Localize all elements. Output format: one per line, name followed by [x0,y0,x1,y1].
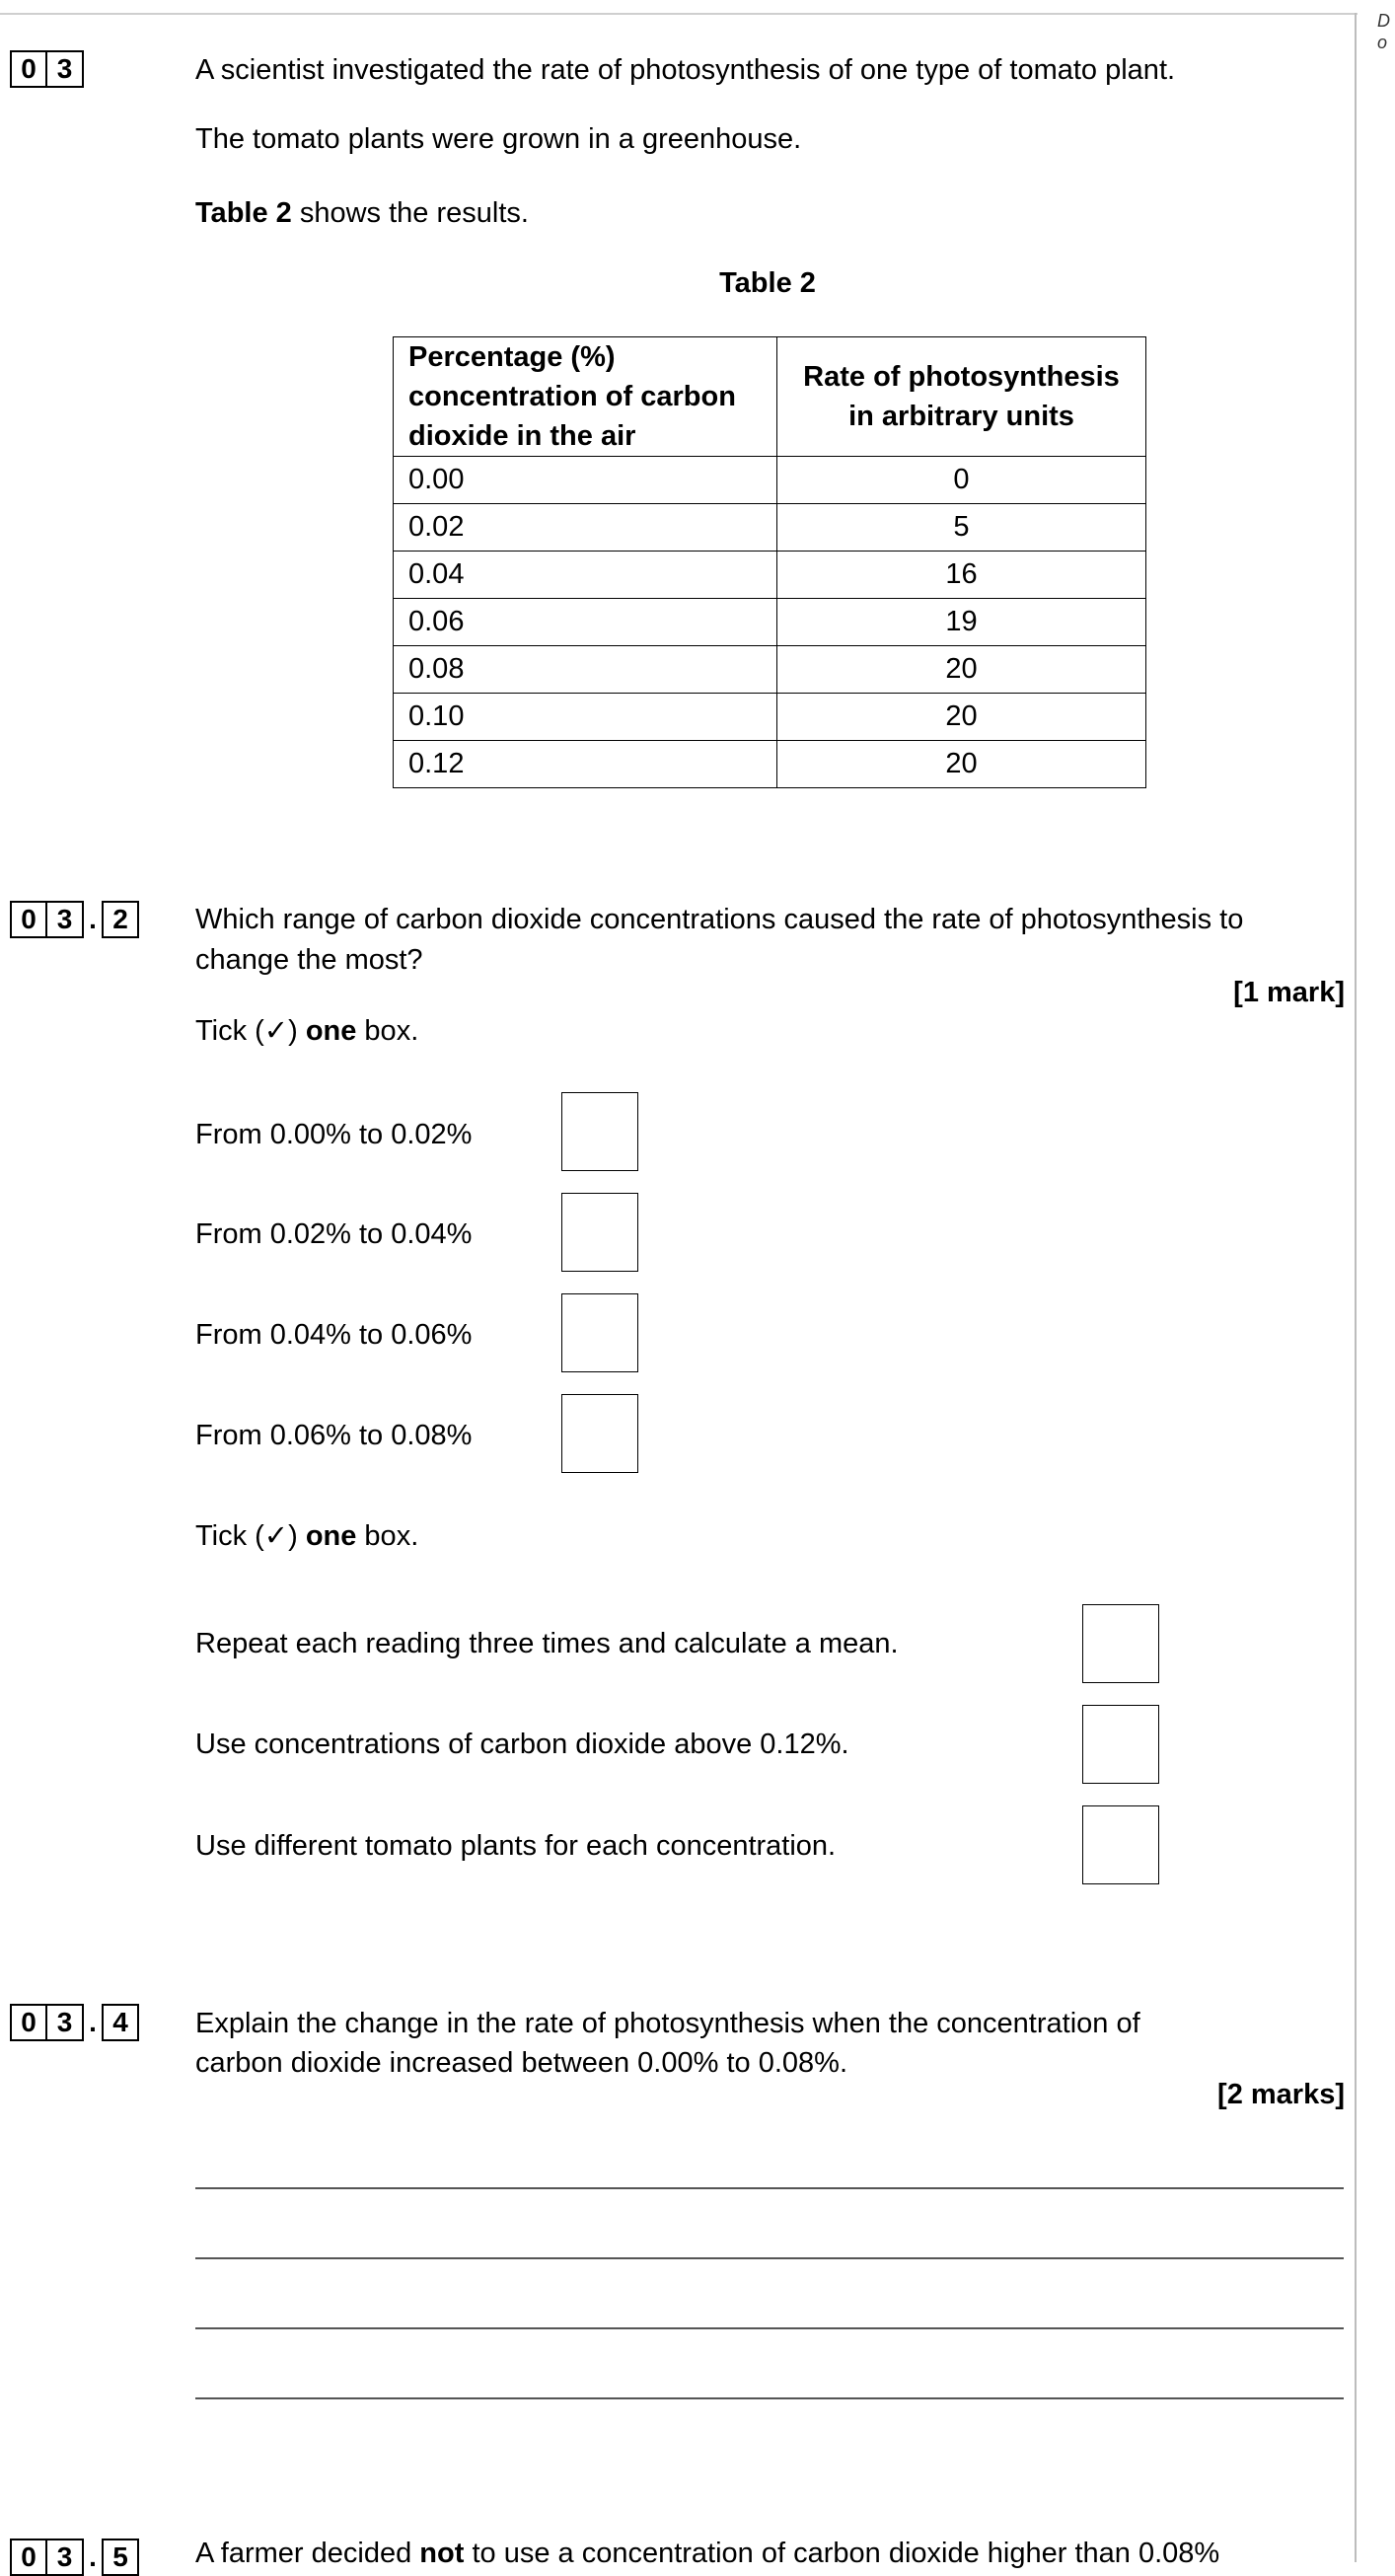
q032-tick-box-1[interactable] [561,1092,638,1171]
q03-table-reference: Table 2 shows the results. [195,197,529,229]
q03-intro: A scientist investigated the rate of photosynthesis of one type of tomato plant. [195,54,1176,86]
table-row: 0.10 20 [394,694,1146,741]
table-row: 0.02 5 [394,504,1146,552]
q032-option-label: From 0.04% to 0.06% [195,1319,473,1351]
q033-tick-box-3[interactable] [1082,1805,1159,1884]
question-number-03: 0 3 [10,50,84,88]
q033-tick-box-2[interactable] [1082,1705,1159,1784]
q034-question-line1: Explain the change in the rate of photosynthesis when the concentration of [195,2008,1140,2039]
margin-note: D o [1377,11,1390,52]
q032-tick-box-4[interactable] [561,1394,638,1473]
table-row: 0.04 16 [394,552,1146,599]
table-caption: Table 2 [719,267,816,299]
results-table [393,336,1146,788]
question-number-03-2: 0 3 . 2 [10,901,139,938]
q032-tick-instruction: Tick (✓) one box. [195,1015,419,1047]
question-number-03-5: 0 3 . 5 [10,2539,139,2576]
q033-tick-instruction: Tick (✓) one box. [195,1520,419,1552]
q035-question-partial: A farmer decided not to use a concentration of carbon dioxide higher than 0.08% [195,2538,1220,2569]
answer-line-4[interactable] [195,2397,1344,2399]
table-header-rate: Rate of photosynthesis in arbitrary units [777,337,1146,457]
q033-option-label: Repeat each reading three times and calculate a mean. [195,1628,899,1659]
page-right-margin-rule [1355,13,1357,2562]
table-header-co2: Percentage (%) concentration of carbon dioxide in the air [394,337,777,457]
q032-question-line1: Which range of carbon dioxide concentrations caused the rate of photosynthesis to [195,904,1244,935]
answer-line-3[interactable] [195,2327,1344,2329]
q033-tick-box-1[interactable] [1082,1604,1159,1683]
q032-tick-box-2[interactable] [561,1193,638,1272]
table-row: 0.00 0 [394,457,1146,504]
answer-line-1[interactable] [195,2187,1344,2189]
q032-option-label: From 0.02% to 0.04% [195,1218,473,1250]
q032-option-label: From 0.00% to 0.02% [195,1119,473,1150]
table-row: 0.08 20 [394,646,1146,694]
q034-marks: [2 marks] [1217,2079,1345,2110]
q034-question-line2: carbon dioxide increased between 0.00% to 0.08%. [195,2047,847,2079]
table-row: 0.06 19 [394,599,1146,646]
table-row: 0.12 20 [394,741,1146,788]
q032-marks: [1 mark] [1233,977,1345,1008]
question-number-03-4: 0 3 . 4 [10,2004,139,2041]
q032-question-line2: change the most? [195,944,423,976]
q033-option-label: Use different tomato plants for each concentration. [195,1830,837,1862]
page-top-rule [0,13,1358,15]
q033-option-label: Use concentrations of carbon dioxide above 0.12%. [195,1729,849,1760]
q03-grown-text: The tomato plants were grown in a greenhouse. [195,123,802,155]
table-header-row [394,337,1146,457]
q032-option-label: From 0.06% to 0.08% [195,1420,473,1451]
q032-tick-box-3[interactable] [561,1293,638,1372]
answer-line-2[interactable] [195,2257,1344,2259]
